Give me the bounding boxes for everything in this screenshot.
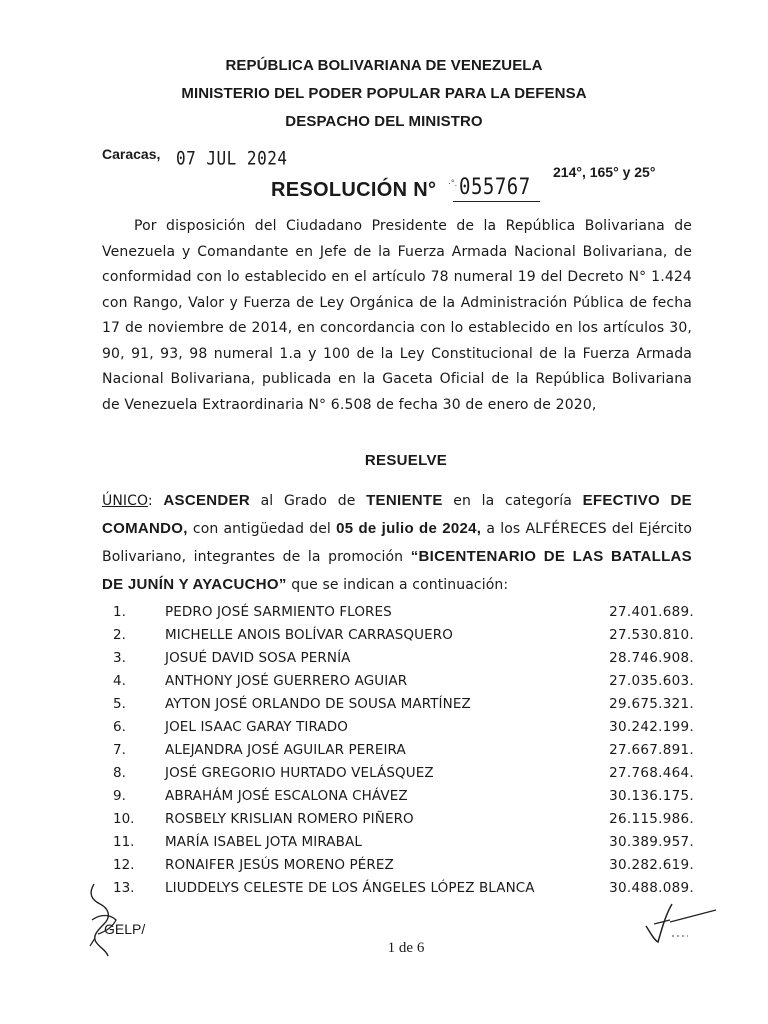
unico-text-2: en la categoría	[442, 493, 583, 509]
list-number: 10.	[113, 811, 135, 827]
unico-text-1: al Grado de	[249, 493, 367, 509]
place-label: Caracas,	[102, 146, 161, 162]
list-item	[0, 857, 768, 879]
list-id: 27.035.603.	[609, 673, 694, 689]
list-id: 26.115.986.	[609, 811, 694, 827]
header-republic: REPÚBLICA BOLIVARIANA DE VENEZUELA	[225, 57, 543, 74]
list-item	[0, 811, 768, 833]
list-name: RONAIFER JESÚS MORENO PÉREZ	[165, 857, 394, 873]
list-name: LIUDDELYS CELESTE DE LOS ÁNGELES LÓPEZ BLANCA	[165, 880, 535, 896]
list-id: 30.488.089.	[609, 880, 694, 896]
list-item	[0, 742, 768, 764]
list-id: 27.667.891.	[609, 742, 694, 758]
list-name: ALEJANDRA JOSÉ AGUILAR PEREIRA	[165, 742, 406, 758]
list-id: 27.401.689.	[609, 604, 694, 620]
unico-text-5: que se indican a continuación:	[286, 577, 509, 593]
date-stamp: 07 JUL 2024	[176, 147, 288, 169]
list-item	[0, 673, 768, 695]
resolution-number: 055767	[459, 174, 531, 200]
list-number: 2.	[113, 627, 126, 643]
list-item	[0, 765, 768, 787]
unico-fecha: 05 de julio de 2024,	[336, 520, 482, 537]
list-name: ABRAHÁM JOSÉ ESCALONA CHÁVEZ	[165, 788, 408, 804]
list-name: JOEL ISAAC GARAY TIRADO	[165, 719, 348, 735]
resolution-label: RESOLUCIÓN N°	[271, 179, 437, 201]
list-number: 1.	[113, 604, 126, 620]
list-id: 27.768.464.	[609, 765, 694, 781]
list-name: AYTON JOSÉ ORLANDO DE SOUSA MARTÍNEZ	[165, 696, 471, 712]
list-item	[0, 627, 768, 649]
years-line: 214°, 165° y 25°	[553, 164, 656, 180]
preamble-paragraph: Por disposición del Ciudadano Presidente de la República Bolivariana de Venezuela y Comandante en Jefe de la Fuerza Armada Nacional Bolivariana, de conformidad con lo establecido en el artículo 78 numeral 19 del Decreto N° 1.424 con Rango, Valor y Fuerza de Ley Orgánica de la Administración Pública de fecha 17 de noviembre de 2014, en concordancia con lo establecido en los artículos 30, 90, 91, 93, 98 numeral 1.a y 100 de la Ley Constitucional de la Fuerza Armada Nacional Bolivariana, publicada en la Gaceta Oficial de la República Bolivariana de Venezuela Extraordinaria N° 6.508 de fecha 30 de enero de 2020,	[102, 218, 692, 413]
list-id: 30.242.199.	[609, 719, 694, 735]
list-number: 5.	[113, 696, 126, 712]
list-name: MICHELLE ANOIS BOLÍVAR CARRASQUERO	[165, 627, 453, 643]
list-id: 30.136.175.	[609, 788, 694, 804]
list-number: 11.	[113, 834, 135, 850]
list-number: 9.	[113, 788, 126, 804]
list-id: 29.675.321.	[609, 696, 694, 712]
resuelve-heading: RESUELVE	[364, 452, 448, 469]
unico-promocion: “BICENTENARIO DE LAS BATALLAS DE JUNÍN Y AYACUCHO”	[102, 548, 692, 593]
list-item	[0, 604, 768, 626]
list-id: 30.389.957.	[609, 834, 694, 850]
resolution-dots: ·°.	[448, 178, 458, 188]
list-name: ANTHONY JOSÉ GUERRERO AGUIAR	[165, 673, 408, 689]
unico-text-4: a los ALFÉRECES del Ejército Bolivariano, integrantes de la promoción	[102, 521, 692, 565]
list-item	[0, 719, 768, 741]
list-id: 27.530.810.	[609, 627, 694, 643]
list-name: MARÍA ISABEL JOTA MIRABAL	[165, 834, 362, 850]
list-item	[0, 650, 768, 672]
list-number: 8.	[113, 765, 126, 781]
list-number: 12.	[113, 857, 135, 873]
list-number: 6.	[113, 719, 126, 735]
right-signature-mark	[642, 898, 722, 944]
list-number: 7.	[113, 742, 126, 758]
unico-categoria: EFECTIVO DE COMANDO,	[102, 492, 692, 537]
header-office: DESPACHO DEL MINISTRO	[285, 113, 483, 130]
header-ministry: MINISTERIO DEL PODER POPULAR PARA LA DEFENSA	[181, 85, 587, 102]
list-name: ROSBELY KRISLIAN ROMERO PIÑERO	[165, 811, 414, 827]
list-id: 28.746.908.	[609, 650, 694, 666]
unico-label: ÚNICO	[102, 493, 148, 509]
unico-ascender: ASCENDER	[163, 492, 250, 509]
list-id: 30.282.619.	[609, 857, 694, 873]
unico-colon: :	[147, 493, 153, 509]
list-name: JOSÉ GREGORIO HURTADO VELÁSQUEZ	[165, 765, 434, 781]
list-number: 4.	[113, 673, 126, 689]
unico-paragraph	[102, 487, 692, 599]
list-number: 3.	[113, 650, 126, 666]
list-item	[0, 788, 768, 810]
list-number: 13.	[113, 880, 135, 896]
list-name: JOSUÉ DAVID SOSA PERNÍA	[165, 650, 351, 666]
resolution-underline	[453, 201, 540, 202]
unico-grado: TENIENTE	[366, 492, 443, 509]
page-number: 1 de 6	[387, 940, 425, 956]
list-item	[0, 696, 768, 718]
footer-initials: GELP/	[104, 921, 146, 937]
unico-text-3: con antigüedad del	[187, 521, 337, 537]
list-item	[0, 834, 768, 856]
list-name: PEDRO JOSÉ SARMIENTO FLORES	[165, 604, 392, 620]
